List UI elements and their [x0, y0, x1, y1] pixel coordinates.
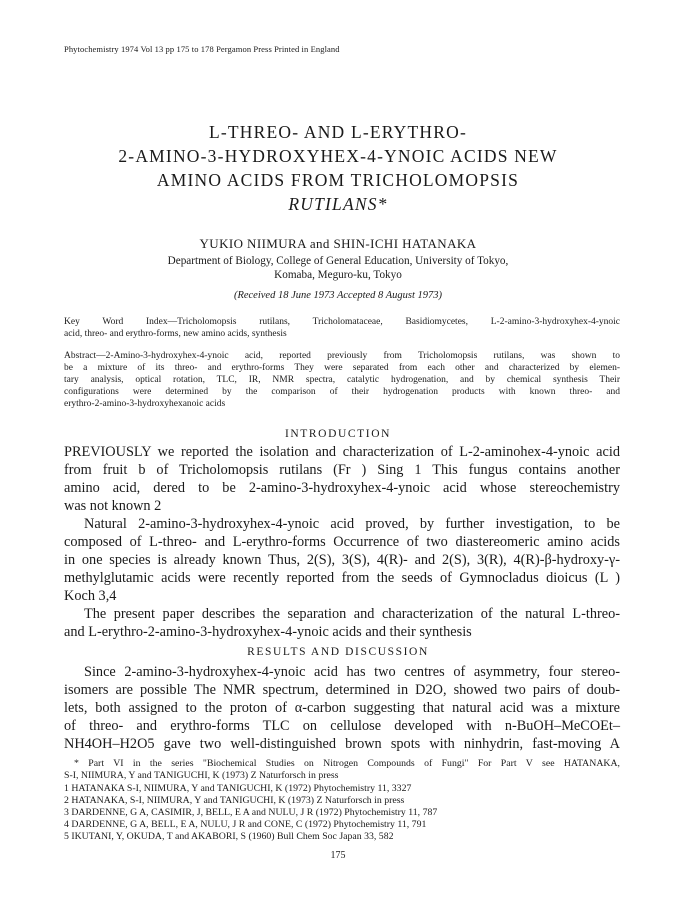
intro-line-9: Koch 3,4 — [64, 588, 117, 604]
page-number: 175 — [330, 850, 346, 861]
abstract-line-2: be a mixture of its threo- and erythro-forms They were separated from each other and characterized by elemen- — [64, 363, 620, 373]
intro-line-7: in one species is already known Thus, 2(S), 3(S), 4(R)- and 2(S), 3(R), 4(R)-β-hydroxy-γ- — [64, 552, 620, 568]
abstract-line-4: configurations were determined by the comparison of their hydrogenation products with known threo- and — [64, 387, 620, 397]
intro-line-4: was not known 2 — [64, 498, 162, 514]
results-line-3: lets, both assigned to the proton of α-carbon suggesting that natural acid was a mixture — [64, 700, 620, 716]
section-heading-results: RESULTS AND DISCUSSION — [247, 646, 429, 658]
intro-line-5: Natural 2-amino-3-hydroxyhex-4-ynoic acid proved, by further investigation, to be — [84, 516, 620, 532]
intro-line-10: The present paper describes the separation and characterization of the natural L-threo- — [84, 606, 620, 622]
affiliation-line-1: Department of Biology, College of General Education, University of Tokyo, — [167, 255, 509, 267]
footnote-ref-3: 3 DARDENNE, G A, CASIMIR, J, BELL, E A and NULU, J R (1972) Phytochemistry 11, 787 — [64, 807, 438, 818]
intro-line-2: from fruit b of Tricholomopsis rutilans (Fr ) Sing 1 This fungus contains another — [64, 462, 620, 478]
footnote-series: * Part VI in the series "Biochemical Studies on Nitrogen Compounds of Fungi" For Part V see HATANAKA, — [74, 758, 620, 769]
results-line-5: NH4OH–H2O5 gave two well-distinguished brown spots with ninhydrin, fast-moving A — [64, 736, 620, 752]
intro-line-8: methylglutamic acids were recently reported from the seeds of Gymnocladus dioicus (L ) — [64, 570, 620, 586]
abstract-line-5: erythro-2-amino-3-hydroxyhexanoic acids — [64, 399, 226, 409]
title-line-2: 2-AMINO-3-HYDROXYHEX-4-YNOIC ACIDS NEW — [118, 146, 558, 166]
abstract-line-3: tary analysis, optical rotation, TLC, IR, NMR spectra, catalytic hydrogenation, and by chemical synthesis Their — [64, 375, 620, 385]
footnote-ref-2: 2 HATANAKA, S-I, NIIMURA, Y and TANIGUCHI, K (1973) Z Naturforsch in press — [64, 795, 405, 806]
affiliation-line-2: Komaba, Meguro-ku, Tokyo — [274, 269, 402, 281]
title-line-4: RUTILANS* — [288, 194, 388, 214]
journal-header: Phytochemistry 1974 Vol 13 pp 175 to 178 Pergamon Press Printed in England — [64, 44, 340, 54]
intro-line-3: amino acid, dered to be 2-amino-3-hydroxyhex-4-ynoic acid whose stereochemistry — [64, 480, 620, 496]
received-dates: (Received 18 June 1973 Accepted 8 August 1973) — [233, 290, 443, 301]
title-line-1: L-THREO- AND L-ERYTHRO- — [209, 122, 467, 142]
section-heading-introduction: INTRODUCTION — [284, 428, 392, 440]
keywords-line-2: acid, threo- and erythro-forms, new amino acids, synthesis — [64, 329, 287, 339]
footnote-ref-4: 4 DARDENNE, G A, BELL, E A, NULU, J R and CONE, C (1972) Phytochemistry 11, 791 — [64, 819, 427, 830]
results-line-4: of threo- and erythro-forms TLC on cellulose developed with n-BuOH–MeCOEt– — [64, 718, 620, 734]
keywords-line-1: Key Word Index—Tricholomopsis rutilans, Tricholomataceae, Basidiomycetes, L-2-amino-3-hydroxyhex-4-ynoic — [64, 317, 620, 327]
authors: YUKIO NIIMURA and SHIN-ICHI HATANAKA — [199, 236, 477, 251]
footnote-ref-5: 5 IKUTANI, Y, OKUDA, T and AKABORI, S (1960) Bull Chem Soc Japan 33, 582 — [64, 831, 394, 842]
footnote-ref-1: 1 HATANAKA S-I, NIIMURA, Y and TANIGUCHI, K (1972) Phytochemistry 11, 3327 — [64, 783, 412, 794]
results-line-1: Since 2-amino-3-hydroxyhex-4-ynoic acid has two centres of asymmetry, four stereo- — [84, 664, 620, 680]
intro-line-1: PREVIOUSLY we reported the isolation and characterization of L-2-aminohex-4-ynoic acid — [64, 444, 620, 460]
abstract-line-1: Abstract—2-Amino-3-hydroxyhex-4-ynoic acid, reported previously from Tricholomopsis rutilans, was shown to — [64, 351, 620, 361]
title-line-3: AMINO ACIDS FROM TRICHOLOMOPSIS — [156, 170, 520, 190]
intro-line-6: composed of L-threo- and L-erythro-forms Occurrence of two diastereomeric amino acids — [64, 534, 620, 550]
footnote-series-cont: S-I, NIIMURA, Y and TANIGUCHI, K (1973) Z Naturforsch in press — [64, 770, 339, 781]
intro-line-11: and L-erythro-2-amino-3-hydroxyhex-4-ynoic acids and their synthesis — [64, 624, 472, 640]
results-line-2: isomers are possible The NMR spectrum, determined in D2O, showed two pairs of doub- — [64, 682, 620, 698]
